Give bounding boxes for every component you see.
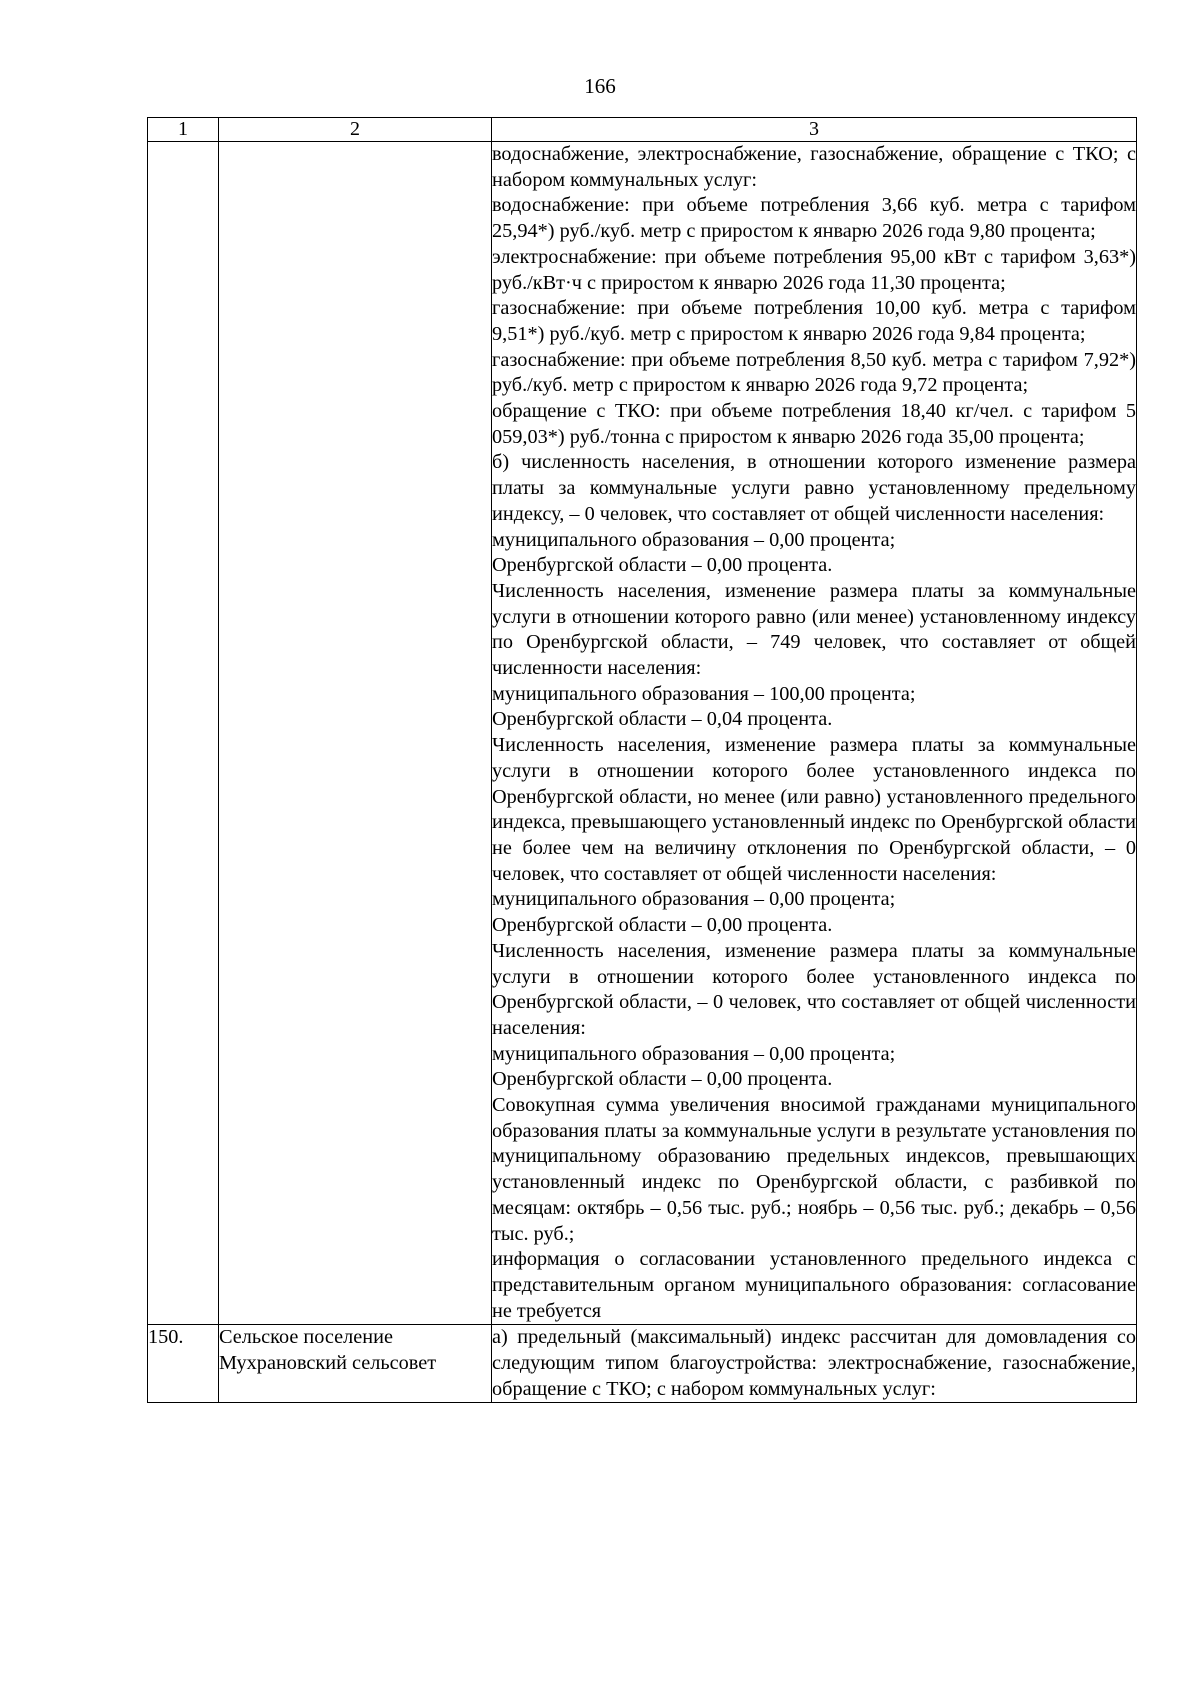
header-col-1: 1: [148, 118, 219, 142]
table-row-150: [148, 1325, 1137, 1403]
paragraph-11: муниципального образования – 100,00 процента;: [492, 682, 916, 705]
paragraph-13: Численность населения, изменение размера платы за коммунальные услуги в отношении которого более установленного индекса по Оренбургской области, но менее (или равно) установленного предельного индекса, превышающего установленный индекс по Оренбургской области не более чем на величину отклонения по Оренбургской области, – 0 человек, что составляет от общей численности населения:: [492, 734, 1136, 885]
paragraph-7: б) численность населения, в отношении которого изменение размера платы за коммунальные услуги равно установленному предельному индексу, – 0 человек, что составляет от общей численности населения:: [492, 451, 1136, 525]
row-number-cell: [148, 142, 219, 1325]
paragraph-2: водоснабжение: при объеме потребления 3,66 куб. метра с тарифом 25,94*) руб./куб. метр с приростом к январю 2026 года 9,80 процента;: [492, 194, 1136, 243]
paragraph-9: Оренбургской области – 0,00 процента.: [492, 554, 833, 577]
paragraph-20: информация о согласовании установленного предельного индекса с представительным органом муниципального образования: согласование не требуется: [492, 1248, 1136, 1322]
paragraph-12: Оренбургской области – 0,04 процента.: [492, 708, 833, 731]
paragraph-5: газоснабжение: при объеме потребления 8,50 куб. метра с тарифом 7,92*) руб./куб. метр с приростом к январю 2026 года 9,72 процента;: [492, 348, 1136, 397]
paragraph-15: Оренбургской области – 0,00 процента.: [492, 914, 833, 937]
row-number-cell: 150.: [148, 1325, 219, 1403]
paragraph-10: Численность населения, изменение размера платы за коммунальные услуги в отношении которого равно (или менее) установленному индексу по Оренбургской области, – 749 человек, что составляет от общей численности населения:: [492, 579, 1136, 680]
paragraph-1: а) предельный (максимальный) индекс рассчитан для домовладения со следующим типом благоустройства: электроснабжение, газоснабжение, обращение с ТКО; с набором коммунальных услуг:: [492, 1326, 1136, 1400]
paragraph-16: Численность населения, изменение размера платы за коммунальные услуги в отношении которого более установленного индекса по Оренбургской области, – 0 человек, что составляет от общей численности населения:: [492, 939, 1136, 1039]
paragraph-1: водоснабжение, электроснабжение, газоснабжение, обращение с ТКО; с набором коммунальных услуг:: [492, 143, 1136, 191]
settlement-name-cell: [219, 142, 492, 1325]
paragraph-4: газоснабжение: при объеме потребления 10,00 куб. метра с тарифом 9,51*) руб./куб. метр с приростом к январю 2026 года 9,84 процента;: [492, 297, 1136, 345]
paragraph-3: электроснабжение: при объеме потребления 95,00 кВт с тарифом 3,63*) руб./кВт·ч с приростом к январю 2026 года 11,30 процента;: [492, 245, 1136, 294]
table-header-row: [148, 118, 1137, 142]
index-description-cell: [492, 1325, 1137, 1403]
index-table: [147, 117, 1137, 1403]
paragraph-18: Оренбургской области – 0,00 процента.: [492, 1068, 833, 1091]
header-col-3: 3: [492, 118, 1137, 142]
paragraph-8: муниципального образования – 0,00 процента;: [492, 528, 896, 551]
paragraph-14: муниципального образования – 0,00 процента;: [492, 888, 896, 911]
table-row-continued: [148, 142, 1137, 1325]
page-number: 166: [584, 74, 616, 98]
index-description-cell: [492, 142, 1137, 1325]
paragraph-6: обращение с ТКО: при объеме потребления 18,40 кг/чел. с тарифом 5 059,03*) руб./тонна с приростом к январю 2026 года 35,00 процента;: [492, 400, 1136, 448]
settlement-name-cell: Сельское поселение Мухрановский сельсовет: [219, 1325, 492, 1403]
paragraph-19: Совокупная сумма увеличения вносимой гражданами муниципального образования платы за коммунальные услуги в результате установления по муниципальному образованию предельных индексов, превышающих установленный индекс по Оренбургской области, с разбивкой по месяцам: октябрь – 0,56 тыс. руб.; ноябрь – 0,56 тыс. руб.; декабрь – 0,56 тыс. руб.;: [492, 1094, 1136, 1245]
header-col-2: 2: [219, 118, 492, 142]
paragraph-17: муниципального образования – 0,00 процента;: [492, 1042, 896, 1065]
